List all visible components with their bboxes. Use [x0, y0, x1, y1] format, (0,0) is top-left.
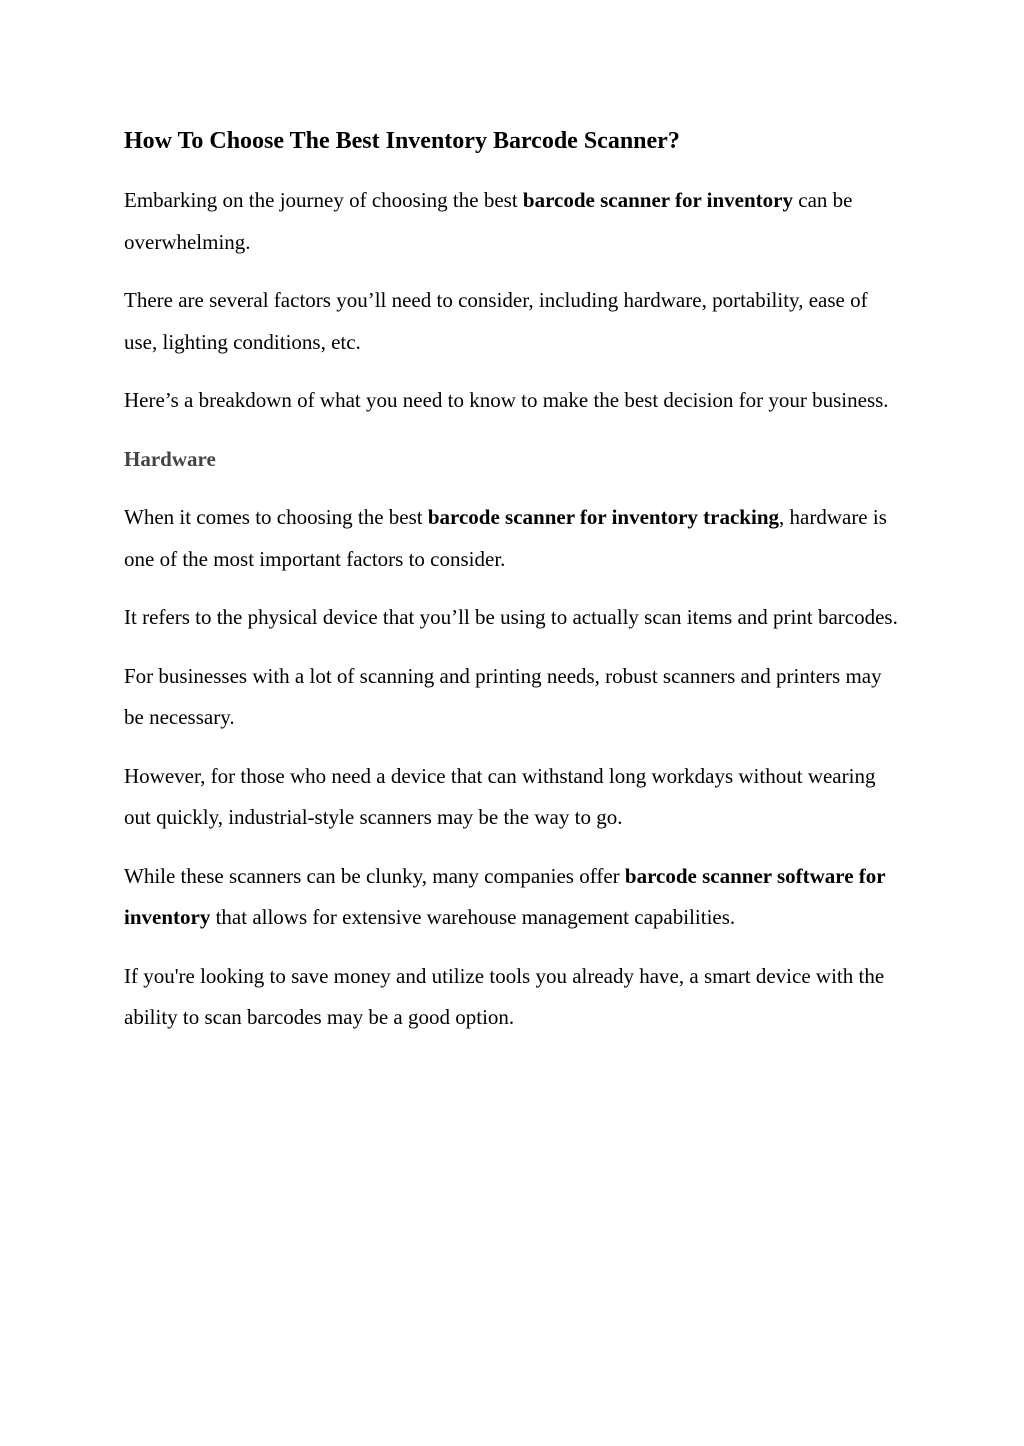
page-title: How To Choose The Best Inventory Barcode Scanner?	[124, 128, 680, 154]
paragraph-software-text-1: While these scanners can be clunky, many companies offer	[124, 863, 625, 888]
paragraph-intro-text-1: Embarking on the journey of choosing the best	[124, 188, 523, 212]
paragraph-industrial: However, for those who need a device that can withstand long workdays without wearing out quickly, industrial-style scanners may be the way to go.	[124, 763, 876, 829]
paragraph-breakdown: Here’s a breakdown of what you need to know to make the best decision for your business.	[124, 388, 889, 412]
paragraph-hardware-intro	[124, 497, 904, 580]
paragraph-smart-device: If you're looking to save money and utilize tools you already have, a smart device with the ability to scan barcodes may be a good option.	[124, 963, 885, 1029]
paragraph-hardware-text-1: When it comes to choosing the best	[124, 505, 428, 529]
paragraph-hardware-bold: barcode scanner for inventory tracking	[427, 505, 780, 529]
paragraph-intro-text-2: can be overwhelming.	[124, 188, 853, 254]
paragraph-robust-scanners: For businesses with a lot of scanning and printing needs, robust scanners and printers may be necessary.	[124, 663, 882, 729]
paragraph-physical-device: It refers to the physical device that you’ll be using to actually scan items and print barcodes.	[124, 605, 898, 629]
paragraph-intro-bold: barcode scanner for inventory	[522, 188, 793, 212]
paragraph-hardware-text-2: , hardware is one of the most important factors to consider.	[124, 505, 887, 571]
paragraph-software	[124, 856, 904, 939]
document-page	[124, 120, 904, 1056]
paragraph-intro	[124, 180, 904, 263]
paragraph-software-bold: barcode scanner software for inventory	[124, 863, 886, 929]
paragraph-software-text-2: that allows for extensive warehouse management capabilities.	[210, 905, 736, 929]
section-heading-hardware: Hardware	[124, 446, 216, 471]
paragraph-factors: There are several factors you’ll need to consider, including hardware, portability, ease of use, lighting conditions, etc.	[124, 288, 868, 354]
